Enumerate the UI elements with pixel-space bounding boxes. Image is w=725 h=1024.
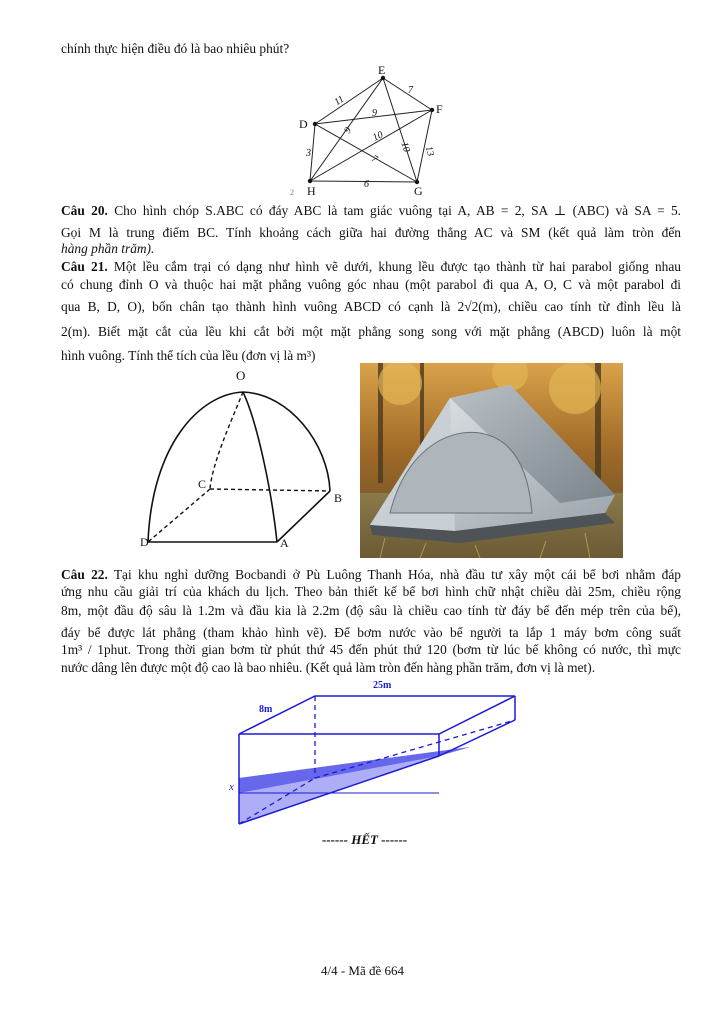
question-20-line-3: hàng phần trăm). (61, 241, 155, 256)
node-label-d: D (299, 117, 308, 131)
label-c: C (198, 477, 207, 491)
weight-EH: 9 (342, 125, 355, 136)
weight-FH: 10 (371, 129, 385, 144)
question-21-line-4: 2(m). Biết mặt cắt của lều khi cắt bởi một mặt phẳng song song với mặt phẳng (ABCD) luôn là một (61, 324, 681, 339)
label-b: B (334, 491, 343, 505)
question-22-line-1: Câu 22. Tại khu nghỉ dưỡng Bocbandi ở Pù Luông Thanh Hóa, nhà đầu tư xây một cái bể bơi nhằm đáp (61, 567, 682, 582)
pool-floor-back-hidden (315, 720, 515, 778)
end-mark: ------ HẾT ------ (322, 832, 408, 847)
node-label-f: F (436, 102, 443, 116)
pool-top (239, 696, 515, 734)
weight-DG: 7 (369, 153, 380, 166)
edge-CD-hidden (148, 489, 210, 542)
question-21-line-3: qua B, D, O), bốn chân tạo thành hình vuông ABCD có cạnh là 2√2(m), chiều cao tính từ đỉnh lều là (61, 299, 681, 314)
weight-FG: 13 (422, 145, 436, 158)
edge-AB (277, 491, 330, 542)
question-20-line-2: Gọi M là trung điểm BC. Tính khoảng cách giữa hai đường thẳng AC và SM (kết quả làm tròn đến (61, 225, 681, 240)
question-22-line-5: 1m³ / 1phut. Trong thời gian bơm từ phút thứ 45 đến phút thứ 120 (bơm từ lúc bể không có nước, thì mực (61, 642, 681, 657)
weight-DF: 9 (372, 108, 377, 119)
parabol-OC-hidden (210, 392, 243, 489)
question-22-line-4: đáy bể được lát phẳng (tham khảo hình vẽ). Để bơm nước vào bể người ta lắp 1 máy bơm công suất (61, 625, 681, 640)
weight-HG: 6 (364, 179, 369, 190)
question-22-line-3: 8m, một đầu độ sâu là 1.2m và đầu kia là 2.2m (độ sâu là chiều cao tính từ đáy bể đến mép trên của bể), (61, 603, 681, 618)
label-a: A (280, 536, 289, 550)
weight-ED: 11 (332, 93, 347, 109)
label-d: D (140, 535, 149, 549)
question-20-line-1: Câu 20. Cho hình chóp S.ABC có đáy ABC là tam giác vuông tại A, AB = 2, SA ⊥ (ABC) và SA = 5. (61, 203, 681, 218)
node-label-h: H (307, 184, 316, 195)
tent-frame-figure (140, 364, 355, 554)
weighted-graph-figure (290, 60, 450, 195)
weight-DH: 3 (306, 148, 311, 159)
node-label-g: G (414, 184, 423, 195)
stray-mark: 2 (290, 188, 294, 195)
question-22-line-2: ứng nhu cầu giải trí của khách du lịch. Theo bản thiết kế bể bơi hình chữ nhật chiều dài 25m, chiều rộng (61, 584, 681, 599)
label-x: x (229, 781, 234, 793)
label-width: 8m (259, 704, 273, 715)
question-19-tail: chính thực hiện điều đó là bao nhiêu phút? (61, 41, 290, 56)
node-label-e: E (378, 63, 386, 77)
weight-EG: 10 (398, 140, 412, 154)
pool-floor-right (439, 720, 515, 756)
parabol-DO (148, 392, 243, 542)
pool-figure (225, 676, 525, 826)
parabol-OB (243, 392, 330, 491)
question-21-line-5: hình vuông. Tính thể tích của lều (đơn vị là m³) (61, 348, 316, 363)
tent-photo (360, 363, 623, 558)
question-22-line-6: nước dâng lên được một độ cao là bao nhiêu. (Kết quả làm tròn đến hàng phần trăm, đơn vị là met). (61, 660, 596, 675)
weight-EF: 7 (408, 85, 413, 96)
question-21-line-1: Câu 21. Một lều cắm trại có dạng như hình vẽ dưới, khung lều được tạo thành từ hai parabol giống nhau (61, 259, 681, 274)
label-o: O (236, 368, 246, 383)
label-length: 25m (373, 680, 392, 691)
parabol-OA (243, 392, 277, 542)
page-footer: 4/4 - Mã đề 664 (320, 963, 405, 978)
question-21-line-2: có chung đỉnh O và thuộc hai mặt phẳng vuông góc nhau (một parabol đi qua A, O, C và một parabol đi (61, 277, 681, 292)
